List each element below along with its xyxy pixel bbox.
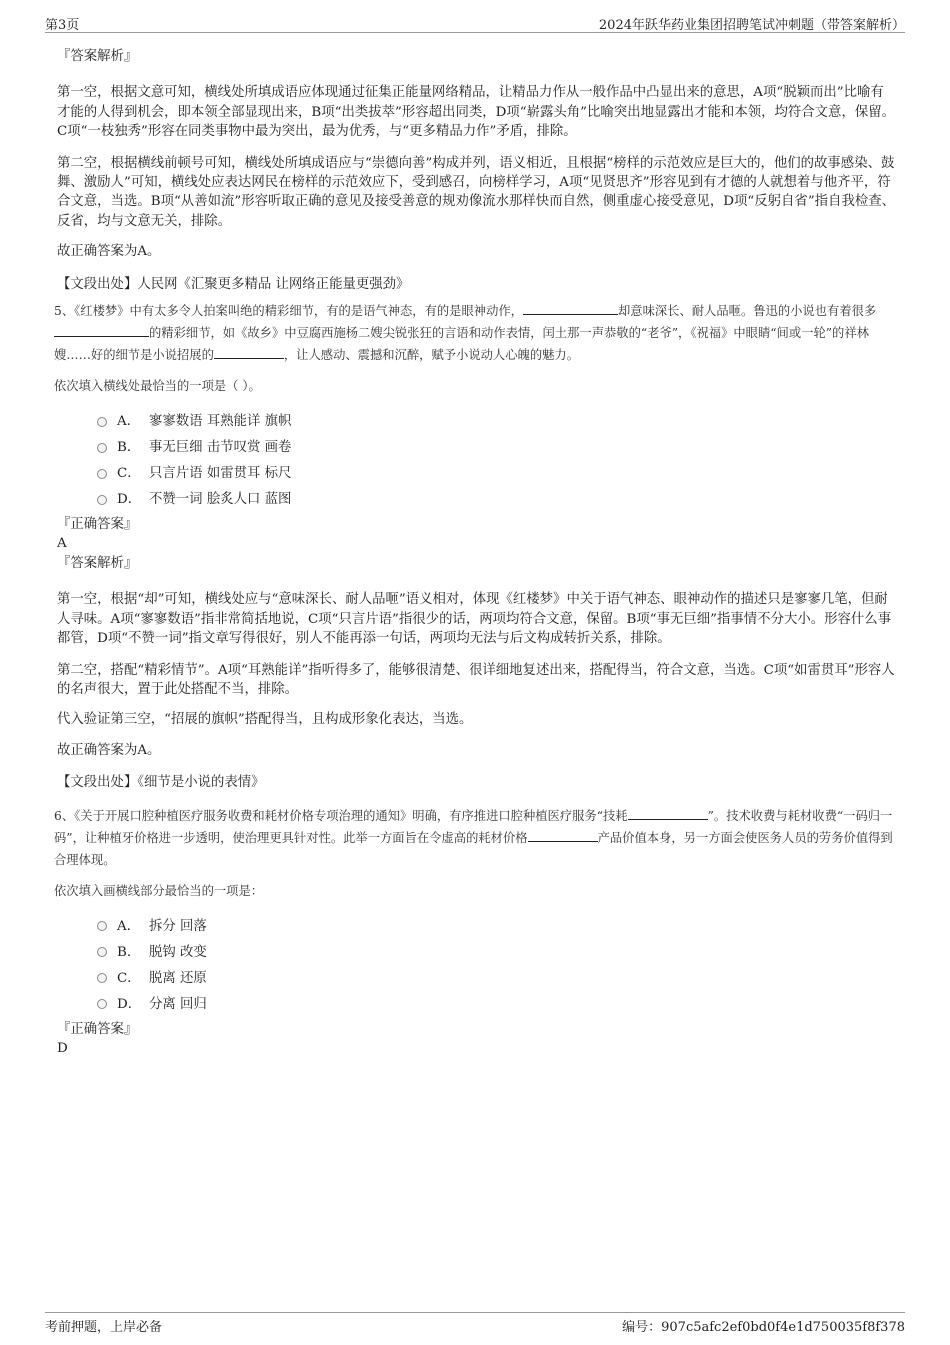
page-header (45, 12, 905, 33)
blank-3 (214, 346, 284, 359)
q4-analysis-p1: 第一空，根据文意可知，横线处所填成语应体现通过征集正能量网络精品，让精品力作从一般作品中凸显出来的意思，A项“脱颖而出”比喻有才能的人得到机会，即本领全部显现出来，B项“出类拔萃”形容超出同类，D项“崭露头角”比喻突出地显露出才能和本领，均符合文意，保留。C项“一枝独秀”形容在同类事物中最为突出，最为优秀，与“更多精品力作”矛盾，排除。 (57, 85, 896, 140)
q5-source: 【文段出处】《细节是小说的表情》 (57, 775, 265, 791)
blank-2 (528, 829, 598, 842)
q5-analysis-label: 『答案解析』 (57, 555, 138, 571)
q5-correct-label: 『正确答案』 (57, 517, 138, 533)
q6-options (57, 914, 895, 1018)
q5-analysis-p3: 代入验证第三空，“招展的旗帜”搭配得当，且构成形象化表达，当选。 (57, 712, 473, 728)
page-number: 第3页 (45, 18, 80, 33)
q5-stem: 5、《红楼梦》中有太多令人拍案叫绝的精彩细节，有的是语气神态，有的是眼神动作， 却意味深长、耐人品咂。鲁迅的小说也有着很多的精彩细节，如《故乡》中豆腐西施杨二嫂尖锐张狂的言语和动作表情，闰土那一声恭敬的“老爷”，《祝福》中眼睛“间或一轮”的祥林嫂……好的细节是小说招展的 ，让人感动、震撼和沉醉，赋予小说动人心魄的魅力。 (54, 304, 877, 363)
blank-1 (523, 302, 618, 315)
q5-option-b[interactable]: B． 事无巨细 击节叹赏 画卷 (97, 435, 895, 461)
radio-icon[interactable] (97, 469, 107, 479)
q6-option-c[interactable]: C． 脱离 还原 (97, 966, 895, 992)
q5-analysis-p2: 第二空，搭配“精彩情节”。A项“耳熟能详”指听得多了，能够很清楚、很详细地复述出来，搭配得当，符合文意，当选。C项“如雷贯耳”形容人的名声很大，置于此处搭配不当，排除。 (57, 662, 895, 697)
radio-icon[interactable] (97, 495, 107, 505)
q4-analysis-p2: 第二空，根据横线前顿号可知，横线处所填成语应与“崇德向善”构成并列，语义相近，且根据“榜样的示范效应是巨大的，他们的故事感染、鼓舞、激励人”可知，横线处应表达网民在榜样的示范效应下，受到感召，向榜样学习，A项“见贤思齐”形容见到有才德的人就想着与他齐平，符合文意，当选。B项“从善如流”形容听取正确的意见及接受善意的规劝像流水那样快而自然，侧重虚心接受意见，D项“反躬自省”指自我检查、反省，均与文意无关，排除。 (57, 155, 896, 229)
q5-option-c[interactable]: C． 只言片语 如雷贯耳 标尺 (97, 461, 895, 487)
page-footer (45, 1312, 905, 1335)
radio-icon[interactable] (97, 973, 107, 983)
radio-icon[interactable] (97, 443, 107, 453)
q5-prompt: 依次填入横线处最恰当的一项是（ ）。 (54, 379, 261, 394)
blank-2 (54, 324, 149, 337)
document-code: 编号：907c5afc2ef0bd0f4e1d750035f8f378 (622, 1320, 905, 1335)
q6-prompt: 依次填入画横线部分最恰当的一项是： (54, 883, 264, 898)
q5-correct-answer: A (57, 536, 67, 552)
radio-icon[interactable] (97, 921, 107, 931)
radio-icon[interactable] (97, 947, 107, 957)
q5-options (57, 409, 895, 513)
q6-correct-answer: D (57, 1040, 68, 1056)
q4-analysis-label: 『答案解析』 (57, 49, 138, 64)
q6-option-a[interactable]: A． 拆分 回落 (97, 914, 895, 940)
q5-answer: 故正确答案为A。 (57, 742, 161, 758)
q4-answer: 故正确答案为A。 (57, 244, 161, 260)
q5-option-a[interactable]: A． 寥寥数语 耳熟能详 旗帜 (97, 409, 895, 435)
radio-icon[interactable] (97, 999, 107, 1009)
q5-analysis-p1: 第一空，根据“却”可知，横线处应与“意味深长、耐人品咂”语义相对，体现《红楼梦》中关于语气神态、眼神动作的描述只是寥寥几笔，但耐人寻味。A项“寥寥数语”指非常简括地说，C项“只言片语”指很少的话，两项均符合文意，保留。B项“事无巨细”指事情不分大小。形容什么事都管，D项“不赞一词”指文章写得很好，别人不能再添一句话，两项均无法与后文构成转折关系，排除。 (57, 592, 892, 647)
document-title: 2024年跃华药业集团招聘笔试冲刺题（带答案解析） (598, 18, 905, 33)
q6-option-d[interactable]: D． 分离 回归 (97, 992, 895, 1018)
q6-option-b[interactable]: B． 脱钩 改变 (97, 940, 895, 966)
q5-option-d[interactable]: D． 不赞一词 脍炙人口 蓝图 (97, 487, 895, 513)
footer-slogan: 考前押题，上岸必备 (45, 1320, 163, 1335)
content (54, 44, 896, 1058)
radio-icon[interactable] (97, 417, 107, 427)
blank-1 (628, 807, 708, 820)
q6-stem: 6、《关于开展口腔种植医疗服务收费和耗材价格专项治理的通知》明确，有序推进口腔种植医疗服务“技耗 ”。技术收费与耗材收费“一码归一码”，让种植牙价格进一步透明，使治理更具针对性。此举一方面旨在令虚高的耗材价格 产品价值本身，另一方面会使医务人员的劳务价值得到合理体现。 (54, 808, 893, 867)
q4-source: 【文段出处】人民网《汇聚更多精品 让网络正能量更强劲》 (57, 276, 410, 292)
q6-correct-label: 『正确答案』 (57, 1021, 138, 1037)
